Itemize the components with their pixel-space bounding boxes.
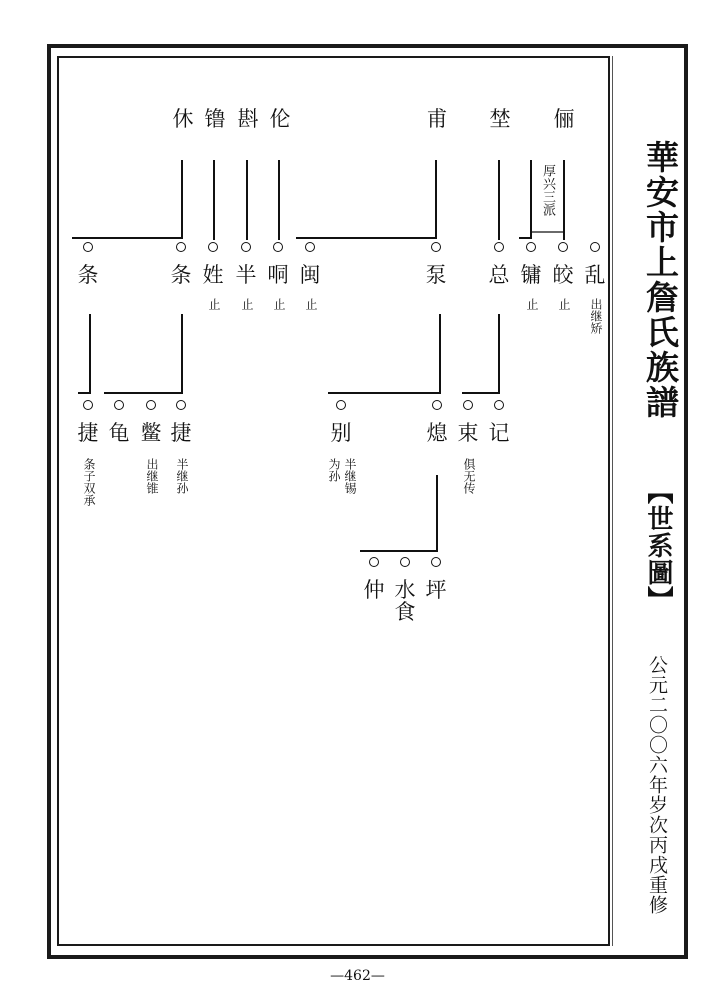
- gen2-name: 总: [488, 263, 510, 287]
- gen3-name: 龟: [108, 421, 130, 445]
- gen3-name: 熄: [426, 421, 448, 445]
- lineage-node: [432, 400, 442, 410]
- gen2-note: 止: [304, 298, 318, 310]
- gen2-name: 哃: [267, 263, 289, 287]
- gen3-note: 半继锡: [343, 458, 357, 494]
- gen2-name: 镛: [520, 263, 542, 287]
- line-fu: [296, 160, 436, 238]
- gen1-name: 埜: [489, 107, 511, 131]
- lineage-node: [369, 557, 379, 567]
- lineage-node: [431, 242, 441, 252]
- lineage-node: [526, 242, 536, 252]
- gen3-note: 俱无传: [462, 458, 476, 494]
- page-number: —462—: [330, 968, 385, 984]
- gen3-name: 捷: [170, 421, 192, 445]
- gen2-name: 乱: [584, 263, 606, 287]
- gen2-name: 条: [170, 263, 192, 287]
- gen2-name: 闽: [299, 263, 321, 287]
- gen2-name: 条: [77, 263, 99, 287]
- branch-note: 厚兴三派: [540, 164, 555, 216]
- gen1-name: 休: [172, 107, 194, 131]
- gen4-name: 仲: [363, 578, 385, 602]
- gen2-note: 止: [525, 298, 539, 310]
- lineage-node: [305, 242, 315, 252]
- gen3-name: 记: [488, 421, 510, 445]
- lineage-node: [590, 242, 600, 252]
- line-xiu: [72, 160, 182, 238]
- gen4-name: 食: [394, 600, 416, 624]
- gen3-name: 捷: [77, 421, 99, 445]
- gen2-note: 止: [240, 298, 254, 310]
- lineage-node: [114, 400, 124, 410]
- lineage-node: [83, 400, 93, 410]
- lineage-node: [494, 242, 504, 252]
- gen3-note: 出继锥: [145, 458, 159, 494]
- lineage-node: [273, 242, 283, 252]
- line-tiao1: [78, 314, 90, 393]
- lineage-node: [176, 242, 186, 252]
- lineage-node: [336, 400, 346, 410]
- line-beng: [328, 314, 440, 393]
- line-xi: [360, 475, 437, 551]
- lineage-node: [558, 242, 568, 252]
- gen3-note: 条子双承: [82, 458, 96, 506]
- gen3-name: 束: [457, 421, 479, 445]
- lineage-node: [431, 557, 441, 567]
- gen1-name: 斟: [237, 107, 259, 131]
- revision-note: 公元二〇〇六年岁次丙戌重修: [646, 655, 668, 915]
- gen1-name: 伦: [269, 107, 291, 131]
- line-tiao2: [104, 314, 182, 393]
- gen2-name: 半: [235, 263, 257, 287]
- lineage-node: [83, 242, 93, 252]
- gen2-note: 止: [272, 298, 286, 310]
- lineage-node: [463, 400, 473, 410]
- gen1-name: 镥: [204, 107, 226, 131]
- lineage-node: [176, 400, 186, 410]
- gen2-note: 止: [207, 298, 221, 310]
- book-title: 華安市上詹氏族譜: [641, 140, 680, 420]
- section-title: 【世系圖】: [643, 478, 673, 613]
- gen3-name: 别: [330, 421, 352, 445]
- gen3-name: 鳖: [140, 421, 162, 445]
- lineage-node: [146, 400, 156, 410]
- lineage-node: [241, 242, 251, 252]
- line-li-left: [519, 160, 531, 238]
- gen4-name: 水: [394, 578, 416, 602]
- gen3-note: 半继孙: [175, 458, 189, 494]
- gen2-name: 皎: [552, 263, 574, 287]
- lineage-node: [208, 242, 218, 252]
- lineage-node: [400, 557, 410, 567]
- gen4-name: 坪: [425, 578, 447, 602]
- gen2-name: 泵: [425, 263, 447, 287]
- lineage-node: [494, 400, 504, 410]
- gen1-name: 俪: [553, 107, 575, 131]
- gen2-name: 姓: [202, 263, 224, 287]
- gen2-note: 出继矫: [589, 298, 603, 334]
- gen1-name: 甫: [426, 107, 448, 131]
- line-zong: [462, 314, 499, 393]
- gen3-note: 为孙: [327, 458, 341, 482]
- gen2-note: 止: [557, 298, 571, 310]
